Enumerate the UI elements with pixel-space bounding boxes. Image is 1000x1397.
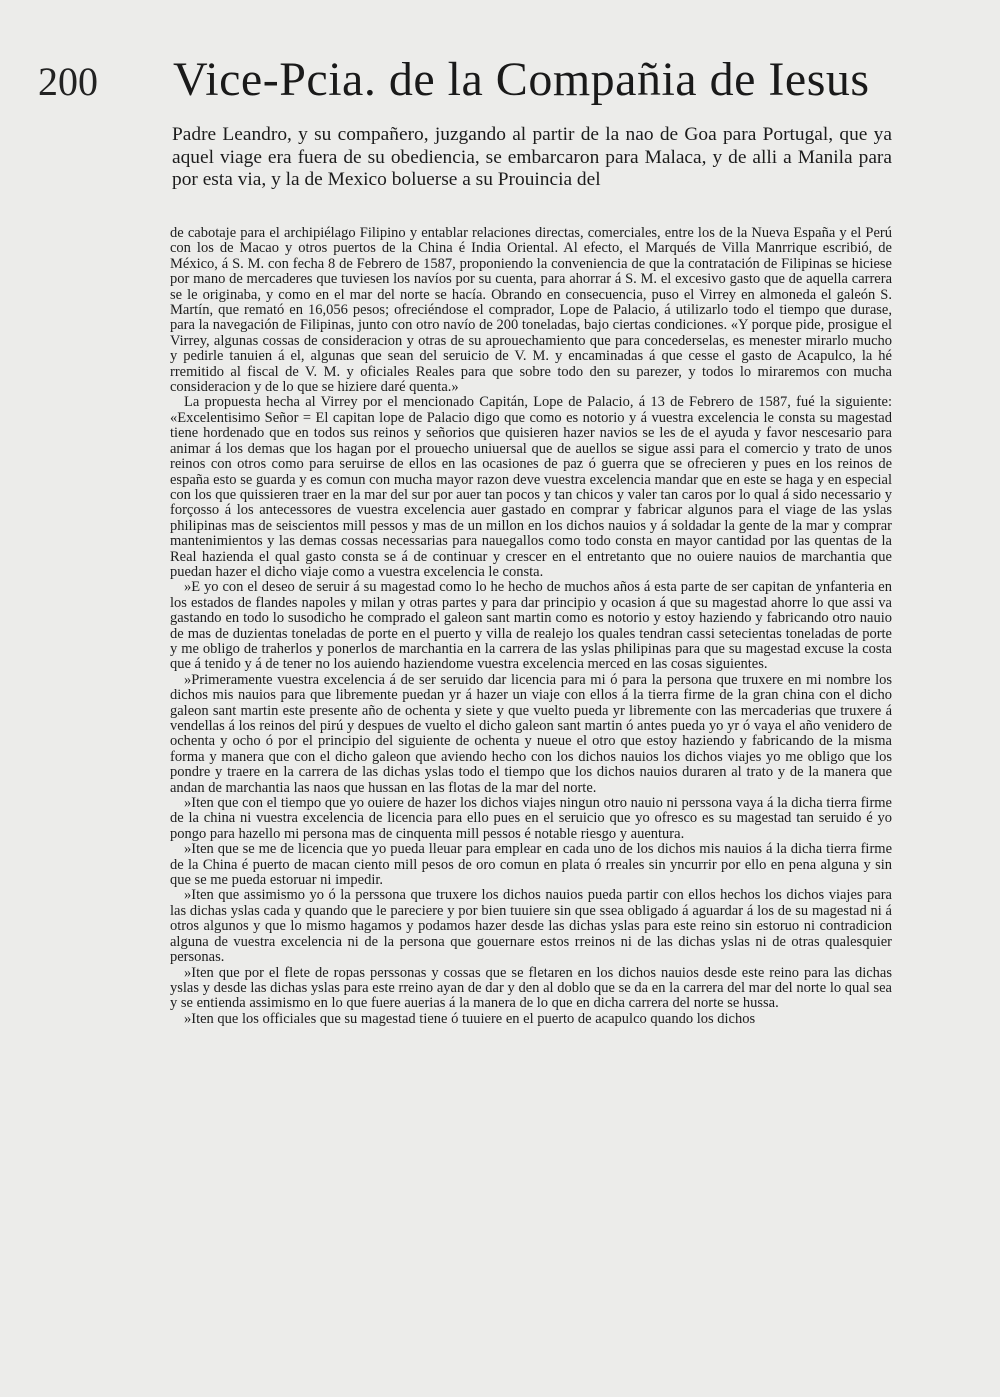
page-number: 200 [38, 59, 98, 104]
page-header [38, 53, 970, 116]
paragraph: »Iten que por el flete de ropas perssonas y cossas que se fletaren en los dichos nauios desde este reino para las dichas yslas y desde las dichas yslas para este rreino ayan de dar y den al doblo que se da en la carrera del mar del norte lo qual sea y se entienda assimismo en lo que fuere auerias á la manera de lo que en dicha carrera del norte se hussa. [170, 964, 892, 1012]
paragraph: de cabotaje para el archipiélago Filipino y entablar relaciones directas, comerciales, entre los de la Nueva España y el Perú con los de Macao y otros puertos de la China é India Oriental. Al efecto, el Marqués de Villa Manrrique escribió, de México, á S. M. con fecha 8 de Febrero de 1587, proponiendo la conveniencia de que la contratación de Filipinas se hiciese por mano de mercaderes que tuviesen los navíos por su cuenta, para ahorrar á S. M. el excesivo gasto que de aquella carrera se le originaba, y como en el mar del norte se hacía. Obrando en consecuencia, puso el Virrey en almoneda el galeón S. Martín, que remató en 16,056 pesos; ofreciéndose el comprador, Lope de Palacio, á utilizarlo todo el tiempo que durase, para la navegación de Filipinas, junto con otro navío de 200 toneladas, bajo ciertas condiciones. «Y porque pide, prosigue el Virrey, algunas cossas de consideracion y otras de su aprouechamiento que para concederselas, es menester mirarlo mucho y pedirle tanuien á el, algunas que sean del seruicio de V. M. y encaminadas á que cesse el gasto de Acapulco, la hé rremitido al fiscal de V. M. y oficiales Reales para que sobre todo den su parezer, y todos lo miraremos con mucha consideracion y de lo que se hiziere daré quenta.» [170, 225, 892, 396]
paragraph: »Iten que los officiales que su magestad tiene ó tuuiere en el puerto de acapulco quando los dichos [184, 1010, 756, 1027]
footnote-body [170, 226, 892, 1027]
paragraph: »Primeramente vuestra excelencia á de ser seruido dar licencia para mi ó para la persona que truxere en mi nombre los dichos mis nauios para que libremente puedan yr á hazer un viaje con ellos á la tierra firme de la gran china con el dicho galeon sant martin este presente año de ochenta y siete y que vuelto pueda yr libremente con las mercaderias que truxere á vendellas á los reinos del pirú y despues de vuelto el dicho galeon sant martin ó antes pueda yo yr ó vaya el año venidero de ochenta y ocho ó por el principio del siguiente de ochenta y nueue el otro que estoy haziendo y fabricando de la misma forma y manera que con el dicho galeon que aviendo hecho con los dichos nauios los dichos viajes yo me obligo que los pondre y traere en la carrera de las dichas yslas todo el tiempo que los dichos nauios duraren al trato y de la manera que andan de marchantia las naos que hussan en las flotas de la mar del norte. [170, 671, 892, 796]
paragraph: La propuesta hecha al Virrey por el mencionado Capitán, Lope de Palacio, á 13 de Febrero de 1587, fué la siguiente: «Excelentisimo Señor = El capitan lope de Palacio digo que como es notorio y á vuestra excelencia le consta su magestad tiene hordenado que en todos sus reinos y señorios que quisieren hazer navios se les de el ayuda y favor nescesario para animar á los demas que los hagan por el prouecho uniuersal que de auellos se sigue assi para el comercio y trato de unos reinos con otros como para seruirse de ellos en las ocasiones de paz ó guerra que se ofrecieren y pues en los reinos de españa esto se guarda y es comun con mucha mayor razon deve vuestra excelencia mandar que en este se haga y en especial con los que quissieren traer en la mar del sur por auer tan pocos y tan chicos y valer tan caros por lo qual á sido necessario y forçosso á los antecessores de vuestra excelencia auer gastado en comprar y fabricar algunos para el viage de las yslas philipinas mas de seiscientos mill pessos y mas de un millon en los dichos nauios y á soldadar la gente de la mar y comprar mantenimientos y las demas cossas necessarias para nauegallos como todo consta en mayor cantidad por las quentas de la Real hazienda el qual gasto consta se á de continuar y crescer en el entretanto que no ouiere nauios de marchantia que puedan hazer el dicho viaje como a vuestra excelencia le consta. [170, 394, 892, 580]
paragraph: »Iten que con el tiempo que yo ouiere de hazer los dichos viajes ningun otro nauio ni perssona vaya á la dicha tierra firme de la china ni vuestra excelencia de licencia para ello pues en el seruicio que yo ofresco es su magestad tan seruido é yo pongo para hazello mi persona mas de cinquenta mill pessos é notable riesgo y auentura. [170, 795, 892, 842]
paragraph: »Iten que se me de licencia que yo pueda lleuar para emplear en cada uno de los dichos mis nauios á la dicha tierra firme de la China é puerto de macan ciento mill pesos de oro comun en plata ó rreales sin yncurrir por ello en pena alguna y sin que se me pueda estoruar ni impedir. [170, 841, 892, 889]
paragraph: »Iten que assimismo yo ó la perssona que truxere los dichos nauios pueda partir con ellos hechos los dichos viajes para las dichas yslas cada y quando que le pareciere y por bien tuuiere sin que ssea obligado á aguardar á los de su magestad ni á otros algunos y que lo mismo hagamos y podamos hazer desde las dichas yslas para este reino sin estoruo ni contradicion alguna de vuestra excelencia ni de la persona que gouernare estos rreinos ni de las dichas yslas ni de otras qualesquier personas. [170, 887, 892, 966]
main-paragraph: Padre Leandro, y su compañero, juzgando al partir de la nao de Goa para Portugal, que ya aquel viage era fuera de su obediencia, se embarcaron para Malaca, y de alli a Manila para por esta via, y la de Mexico boluerse a su Prouincia del [172, 124, 892, 191]
paragraph: »E yo con el deseo de seruir á su magestad como lo he hecho de muchos años á esta parte de ser capitan de ynfanteria en los estados de flandes napoles y milan y otras partes y para dar principio y ocasion á que su magestad ahorre lo que assi va gastando en todo lo susodicho he comprado el galeon sant martin como es notorio y estoy haziendo y fabricando otro nauio de mas de duzientas toneladas de porte en el puerto y villa de realejo los quales tendran cassi setecientas toneladas de porte y me obligo de traherlos y ponerlos de marchantia en la carrera de las yslas philipinas para que su magestad excuse la costa que á tenido y á de tener no los auiendo haziendome vuestra excelencia merced en las cosas siguientes. [170, 579, 892, 673]
running-title: Vice-Pcia. de la Compañia de Iesus [173, 53, 870, 106]
